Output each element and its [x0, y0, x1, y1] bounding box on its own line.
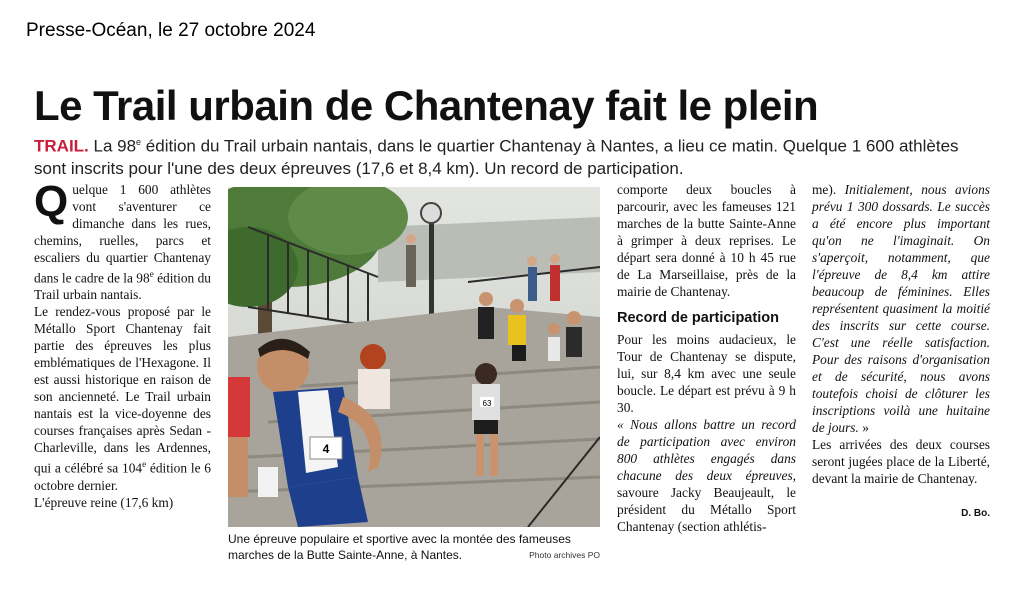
col4-paragraph-2: Les arrivées des deux courses seront jugées place de la Liberté, devant la mairie de Chantenay.: [812, 437, 990, 486]
col3-quote: « Nous allons battre un record de participation avec environ 800 athlètes engagés dans chacune des deux épreuves,: [617, 417, 796, 483]
col4-p1-a: me).: [812, 182, 845, 197]
article-column-3: [617, 181, 796, 535]
col3-paragraph-2: Pour les moins audacieux, le Tour de Chantenay se dispute, lui, sur 8,4 km avec une seule boucle. Le départ est prévu à 9 h 30.: [617, 332, 796, 415]
lead-text-a: La 98: [88, 136, 137, 156]
photo-credit: Photo archives PO: [529, 550, 600, 560]
caption-text: Une épreuve populaire et sportive avec la montée des fameuses marches de la Butte Sainte-Anne, à Nantes.: [228, 532, 571, 562]
bib-number: 63: [482, 399, 492, 408]
col1-p1-b: édition du Trail urbain nantais.: [34, 270, 212, 303]
source-line: Presse-Océan, le 27 octobre 2024: [26, 20, 316, 41]
lead-text-b: édition du Trail urbain nantais, dans le quartier Chantenay à Nantes, a lieu ce matin. Quelque 1 600 athlètes sont inscrits pour l'une des deux épreuves (17,6 et 8,4 km). Un record de participation.: [34, 136, 959, 178]
runner-redhead: [358, 344, 390, 409]
col1-p2-a: Le rendez-vous proposé par le Métallo Sport Chantenay fait partie des épreuves les plus emblématiques de l'Hexagone. Il est aussi historique en raison de son ancienneté. Le Trail urbain nantais est la vice-doyenne des courses françaises après Sedan - Charleville, dans les Ardennes, qui a célébré sa 104: [34, 304, 211, 476]
col3-paragraph-1: comporte deux boucles à parcourir, avec les fameuses 121 marches de la butte Sainte-Anne à grimper à deux reprises. Le départ sera donné à 10 h 45 rue de La Marseillaise, près de la mairie de Chantenay.: [617, 182, 796, 299]
col1-p1-a: uelque 1 600 athlètes vont s'aventurer ce dimanche dans les rues, chemins, ruelles, parcs et escaliers du quartier Chantenay dans le cadre de la 98: [34, 182, 211, 286]
bib-number-main: 4: [322, 442, 330, 456]
col1-p1-sup: e: [149, 269, 154, 279]
lead-sup: e: [136, 137, 142, 147]
article-column-1: [34, 177, 212, 511]
col1-paragraph-1: [34, 177, 212, 303]
col4-paragraph-1: [812, 181, 990, 436]
headline: Le Trail urbain de Chantenay fait le plein: [34, 82, 819, 129]
photo-illustration: [228, 187, 600, 527]
lead-paragraph: [34, 131, 974, 180]
col4-quote: Initialement, nous avions prévu 1 300 dossards. Le succès a été encore plus important qu'on ne l'imaginait. On s'aperçoit, notamment, que l'épreuve de 8,4 km attire beaucoup de féminines. Elles représentent quasiment la moitié des inscrits sur cette course. C'est une réelle satisfaction. Pour des raisons d'organisation et de sécurité, nous avons toutefois choisi de clôturer les inscriptions voilà une huitaine de jours.: [812, 182, 990, 435]
col3-paragraph-3: [617, 416, 796, 535]
col1-paragraph-2: [34, 303, 211, 493]
lead-kicker: TRAIL.: [34, 136, 89, 156]
col1-p2-sup: e: [142, 459, 147, 470]
dropcap: Q: [34, 177, 69, 226]
col4-quote-end: »: [858, 420, 869, 435]
col1-paragraph-3: L'épreuve reine (17,6 km): [34, 494, 174, 510]
subhead-record: Record de participation: [617, 310, 779, 326]
author-signature: D. Bo.: [961, 508, 990, 519]
photo-caption: [228, 531, 600, 563]
col3-quote-attribution: savoure Jacky Beaujeault, le président du Métallo Sport Chantenay (section athlétis-: [617, 485, 796, 534]
article-column-4: [812, 181, 990, 522]
article-photo: [228, 187, 600, 527]
col1-p2-b: édition le 6 octobre dernier.: [34, 460, 211, 493]
